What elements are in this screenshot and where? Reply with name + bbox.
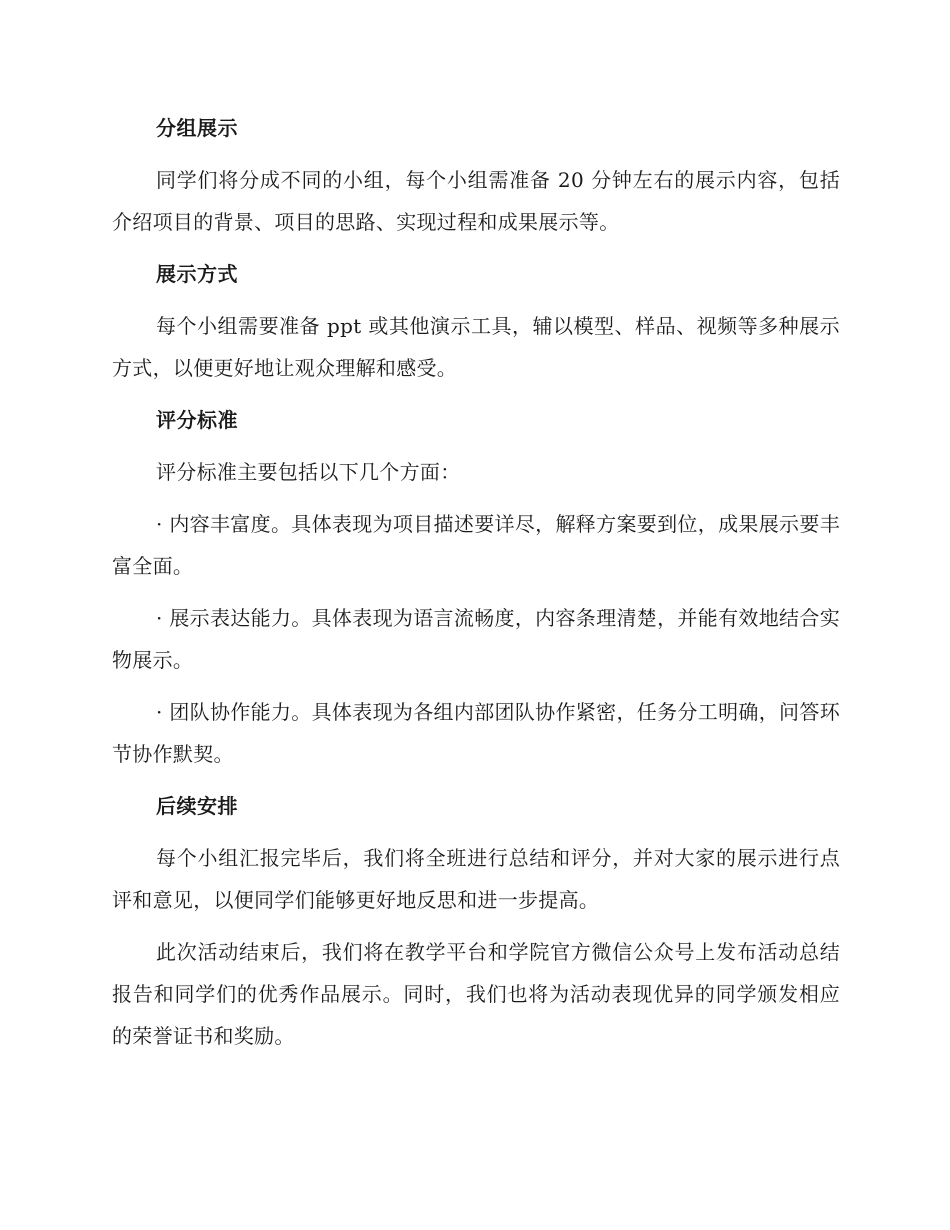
paragraph: 每个小组需要准备 ppt 或其他演示工具，辅以模型、样品、视频等多种展示方式，以便更好地让观众理解和感受。 — [112, 314, 840, 380]
section-heading-scoring-criteria: 评分标准 — [156, 408, 238, 432]
paragraph: 评分标准主要包括以下几个方面： — [156, 460, 461, 484]
paragraph: 每个小组汇报完毕后，我们将全班进行总结和评分，并对大家的展示进行点评和意见，以便同学们能够更好地反思和进一步提高。 — [112, 846, 840, 912]
bullet-item: · 团队协作能力。具体表现为各组内部团队协作紧密，任务分工明确，问答环节协作默契。 — [112, 700, 840, 766]
section-heading-presentation-method: 展示方式 — [156, 262, 238, 286]
paragraph: 此次活动结束后，我们将在教学平台和学院官方微信公众号上发布活动总结报告和同学们的优秀作品展示。同时，我们也将为活动表现优异的同学颁发相应的荣誉证书和奖励。 — [112, 940, 840, 1048]
paragraph: 同学们将分成不同的小组，每个小组需准备 20 分钟左右的展示内容，包括介绍项目的背景、项目的思路、实现过程和成果展示等。 — [112, 168, 840, 234]
section-heading-group-presentation: 分组展示 — [156, 116, 238, 140]
section-heading-follow-up: 后续安排 — [156, 794, 238, 818]
document-body — [112, 107, 840, 1067]
bullet-item: · 展示表达能力。具体表现为语言流畅度，内容条理清楚，并能有效地结合实物展示。 — [112, 606, 840, 672]
bullet-item: · 内容丰富度。具体表现为项目描述要详尽，解释方案要到位，成果展示要丰富全面。 — [112, 512, 840, 578]
